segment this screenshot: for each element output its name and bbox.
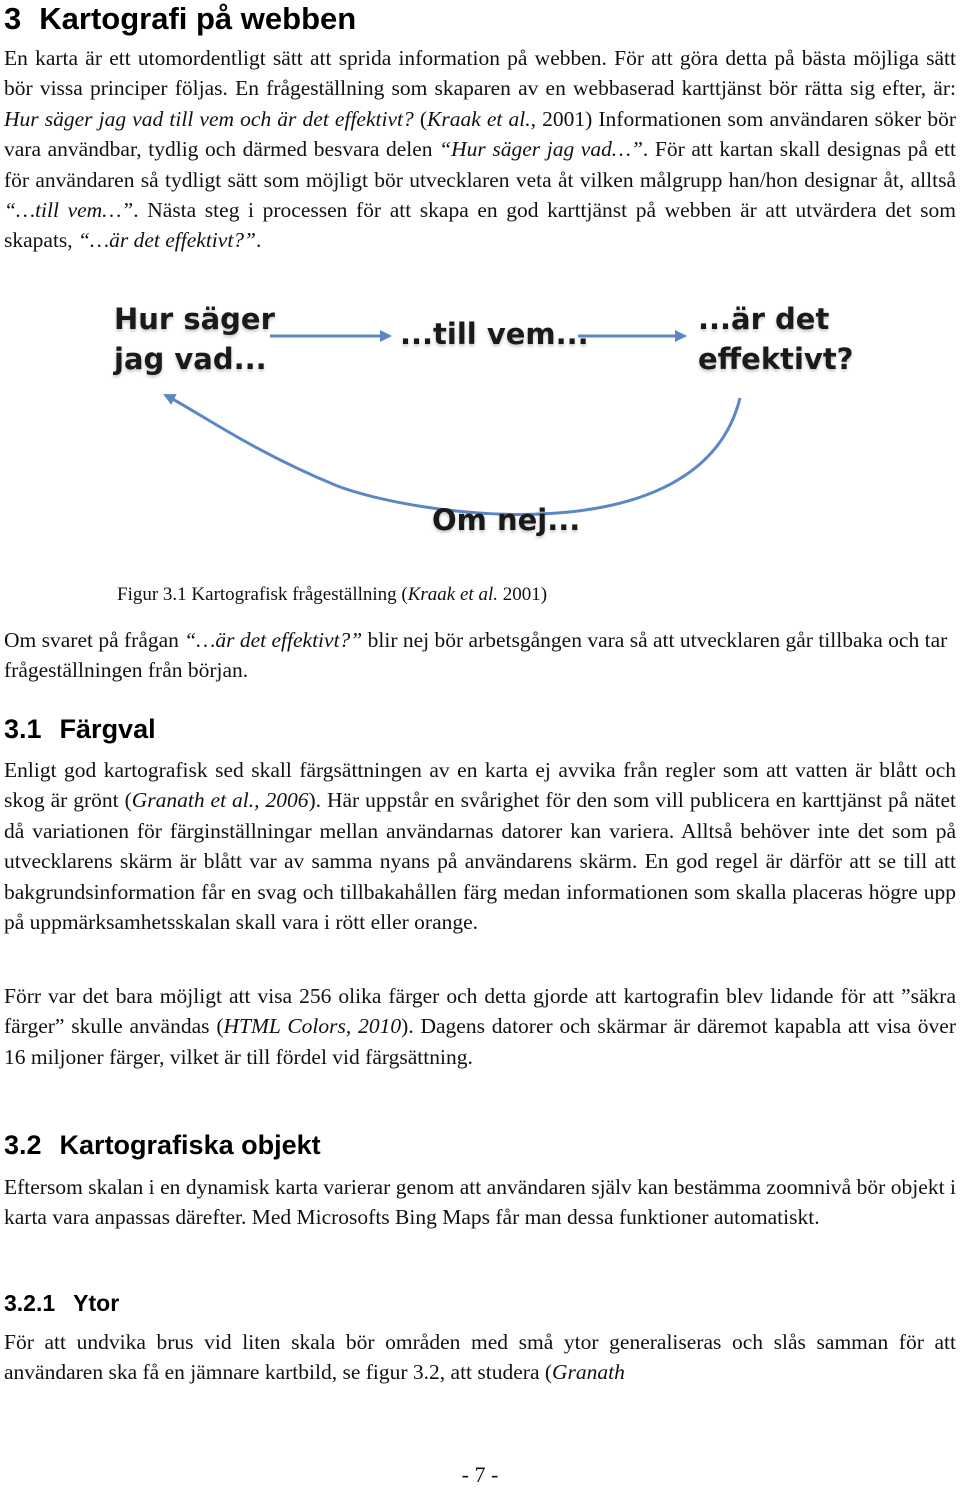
- intro-quote-2: “…till vem…”: [4, 198, 134, 223]
- intro-text-6: .: [256, 228, 262, 253]
- intro-quote-1: “Hur säger jag vad…”: [439, 137, 643, 162]
- section-title: Kartografi på webben: [39, 1, 357, 36]
- intro-paragraph: [4, 43, 956, 256]
- arrow-curve-back: [165, 395, 740, 514]
- intro-text-4: . För att kartan skall designas på ett för användaren så tydligt sätt som möjligt bör utvecklaren veta åt vilken målgrupp han/hon designar åt, alltså: [4, 137, 956, 192]
- subsection-number: 3.2.1: [4, 1290, 56, 1316]
- figure-caption: Figur 3.1 Kartografisk frågeställning (Kraak et al. 2001): [117, 584, 548, 605]
- figure-label-effective: ...är det effektivt?: [698, 302, 854, 376]
- subsection-heading-objects: [4, 1128, 321, 1162]
- intro-text-5: . Nästa steg i processen för att skapa en god karttjänst på webben är att utvärdera det som skapats,: [4, 198, 956, 253]
- subsection-number: 3.2: [4, 1130, 42, 1160]
- color-paragraph-1: Enligt god kartografisk sed skall färgsättningen av en karta ej avvika från regler som att vatten är blått och skog är grönt (Granath et al., 2006). Här uppstår en svårighet för den som vill publicera en karttjänst på nätet då variationen för färginställningar mellan användarnas datorer kan variera. Alltså behöver inte det som på utvecklarens skärm är blått var av samma nyans på användarens skärm. En god regel är därför att se till att bakgrundsinformation får en svag och tillbakahållen färg medan informationen som skalla placeras högre upp på uppmärksamhetsskalan skall vara i rött eller orange.: [4, 758, 956, 935]
- intro-citation: Kraak et al.: [427, 106, 531, 131]
- subsubsection-heading-areas: [4, 1288, 119, 1318]
- subsection-heading-color: [4, 712, 156, 746]
- intro-quote-3: “…är det effektivt?”: [78, 228, 256, 253]
- intro-text-1: En karta är ett utomordentligt sätt att sprida information på webben. För att göra detta på bästa möjliga sätt bör vissa principer följas. En frågeställning som skaparen av en webbaserad karttjänst bör rätta sig efter, är:: [4, 46, 956, 101]
- intro-text-3: , 2001) Informationen som användaren söker bör vara användbar, tydlig och därmed besvara delen: [4, 106, 956, 162]
- intro-question: Hur säger jag vad till vem och är det effektivt?: [4, 106, 414, 131]
- color-paragraph-2: Förr var det bara möjligt att visa 256 olika färger och detta gjorde att kartografin blev lidande för att ”säkra färger” skulle användas (HTML Colors, 2010). Dagens datorer och skärmar är däremot kapabla att visa över 16 miljoner färger, vilket är till fördel vid färgsättning.: [4, 984, 957, 1069]
- page-number: - 7 -: [461, 1462, 499, 1487]
- areas-paragraph: För att undvika brus vid liten skala bör områden med små ytor generaliseras och slås samman för att användaren ska få en jämnare kartbild, se figur 3.2, att studera (Granath: [4, 1330, 956, 1385]
- section-heading: [4, 0, 356, 38]
- subsection-title: Ytor: [73, 1290, 120, 1316]
- figure-label-if-no: Om nej...: [432, 503, 581, 537]
- subsection-title: Kartografiska objekt: [59, 1130, 321, 1160]
- subsection-title: Färgval: [59, 714, 156, 744]
- figure-label-to-whom: ...till vem...: [400, 317, 589, 351]
- objects-paragraph: Eftersom skalan i en dynamisk karta varierar genom att användaren själv kan bestämma zoomnivå bör objekt i karta vara anpassas därefter. Med Microsofts Bing Maps får man dessa funktioner automatiskt.: [4, 1175, 956, 1230]
- figure-label-how: Hur säger jag vad...: [114, 302, 275, 376]
- after-figure-paragraph: Om svaret på frågan “…är det effektivt?” blir nej bör arbetsgången vara så att utvecklaren går tillbaka och tar frågeställningen från början.: [4, 628, 948, 683]
- section-number: 3: [4, 1, 22, 36]
- subsection-number: 3.1: [4, 714, 42, 744]
- intro-text-2: (: [413, 106, 427, 131]
- figure-cartographic-question: [100, 300, 860, 570]
